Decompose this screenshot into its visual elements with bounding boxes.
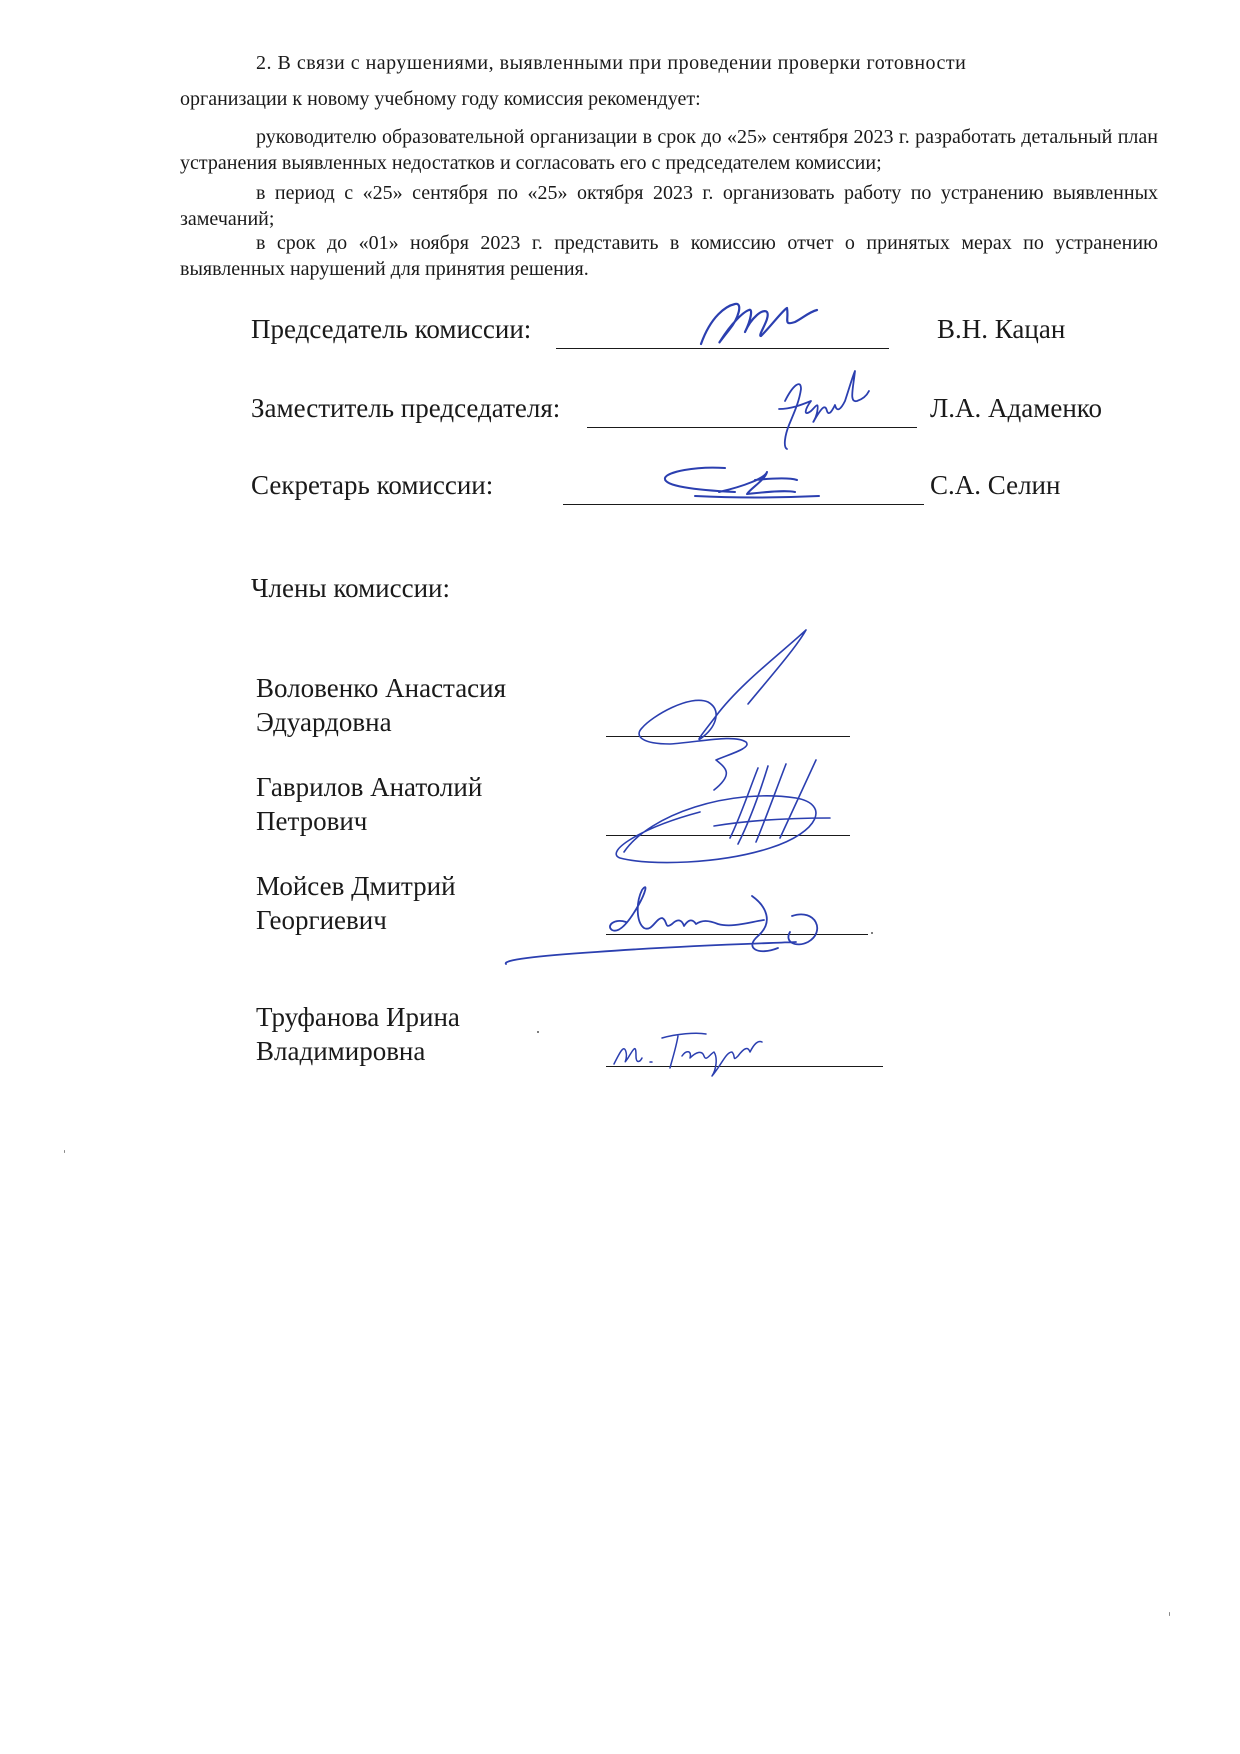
- recommendation-3: [180, 230, 1158, 282]
- deputy-name: Л.А. Адаменко: [930, 393, 1103, 423]
- signature-row-secretary: [251, 470, 1131, 520]
- member-name: [256, 770, 556, 838]
- member-name-line1: Труфанова Ирина: [256, 1002, 460, 1032]
- section2-intro-line2: организации к новому учебному году комиссия рекомендует:: [180, 88, 701, 110]
- member-signature-icon: [610, 748, 840, 878]
- section2-intro-line1: 2. В связи с нарушениями, выявленными при проведении проверки готовности: [256, 52, 967, 74]
- secretary-signature-icon: [655, 456, 825, 506]
- member-name-line1: Мойсев Дмитрий: [256, 871, 456, 901]
- member-name-line2: Эдуардовна: [256, 707, 392, 737]
- member-signature-icon: [606, 1022, 786, 1082]
- section2-intro: [180, 50, 1158, 76]
- scan-speck: [537, 1031, 539, 1033]
- member-signature-icon: [496, 862, 876, 972]
- signature-row-chairman: [251, 314, 1131, 364]
- recommendation-text: руководителю образовательной организации в срок до «25» сентября 2023 г. разработать детальный план устранения выявленных недостатков и согласовать его с председателем комиссии;: [180, 126, 1158, 174]
- member-name: [256, 1000, 556, 1068]
- member-name-line2: Георгиевич: [256, 905, 387, 935]
- section2-intro-cont: [180, 86, 1158, 112]
- scan-speck: [1169, 1612, 1170, 1616]
- recommendation-text: в период с «25» сентября по «25» октября 2023 г. организовать работу по устранению выявленных замечаний;: [180, 182, 1158, 230]
- member-name-line1: Воловенко Анастасия: [256, 673, 507, 703]
- member-name: [256, 671, 556, 739]
- secretary-role: Секретарь комиссии:: [251, 470, 494, 500]
- recommendation-2: [180, 180, 1158, 232]
- deputy-role: Заместитель председателя:: [251, 393, 561, 423]
- deputy-signature-icon: [765, 365, 875, 455]
- members-title: Члены комиссии:: [251, 573, 450, 603]
- recommendation-1: [180, 124, 1158, 176]
- signature-row-deputy: [251, 393, 1131, 443]
- secretary-name: С.А. Селин: [930, 470, 1061, 500]
- chairman-role: Председатель комиссии:: [251, 314, 532, 344]
- chairman-name: В.Н. Кацан: [937, 314, 1066, 344]
- member-name-line2: Петрович: [256, 806, 368, 836]
- chairman-signature-icon: [691, 296, 831, 356]
- member-name-line2: Владимировна: [256, 1036, 426, 1066]
- scan-speck: [64, 1150, 65, 1153]
- member-name-line1: Гаврилов Анатолий: [256, 772, 483, 802]
- recommendation-text: в срок до «01» ноября 2023 г. представить в комиссию отчет о принятых мерах по устранению выявленных нарушений для принятия решения.: [180, 232, 1158, 280]
